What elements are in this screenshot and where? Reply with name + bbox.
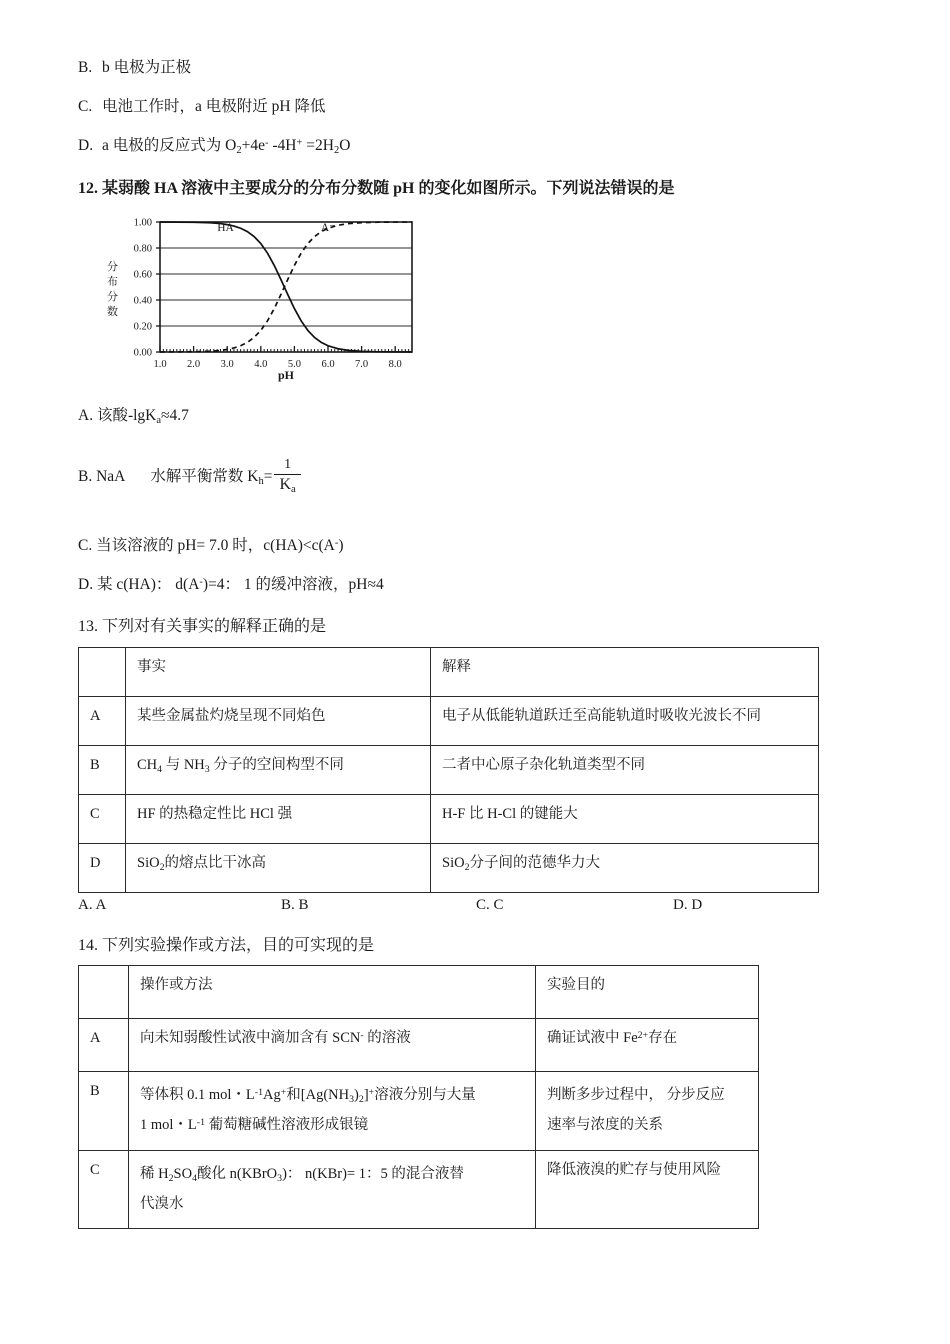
q13-header-explain: 解释	[431, 647, 819, 696]
q13-row-a-id: A	[79, 696, 126, 745]
q13-header-fact: 事实	[126, 647, 431, 696]
svg-text:数: 数	[107, 305, 118, 318]
chart-ylabel: 分	[107, 260, 118, 273]
svg-text:0.00: 0.00	[133, 347, 152, 359]
q12-option-b-text: 水解平衡常数 $K_h=$	[150, 467, 273, 487]
q14-stem: 14. 下列实验操作或方法，目的可实现的是	[78, 936, 375, 954]
table-row	[79, 843, 819, 892]
q12-option-a	[78, 406, 838, 428]
svg-text:4.0: 4.0	[254, 358, 268, 370]
q13-row-c-fact: HF 的热稳定性比 HCl 强	[126, 794, 431, 843]
q11-option-d	[78, 136, 838, 158]
q14-row-a-method: 向未知弱酸性试液中滴加含有 SCN- 的溶液	[129, 1019, 536, 1072]
q12-option-d	[78, 575, 838, 596]
q13-row-b-explain: 二者中心原子杂化轨道类型不同	[431, 745, 819, 794]
q13-row-c-explain: H-F 比 H-Cl 的键能大	[431, 794, 819, 843]
q13-header-id	[79, 647, 126, 696]
q13-row-a-explain: 电子从低能轨道跃迁至高能轨道时吸收光波长不同	[431, 696, 819, 745]
q11-option-d-label: D.	[78, 136, 94, 154]
chart-label-ha: HA	[217, 221, 234, 234]
fraction-numerator: 1	[284, 456, 292, 472]
q12-option-c	[78, 536, 838, 557]
table-row	[79, 745, 819, 794]
q13-answer-b[interactable]: B. B	[281, 896, 309, 913]
table-header-row	[79, 966, 759, 1019]
distribution-fraction-chart	[96, 214, 436, 384]
fraction-denominator: $K_a$	[279, 476, 296, 496]
svg-text:7.0: 7.0	[355, 358, 369, 370]
svg-text:0.20: 0.20	[133, 321, 152, 333]
q14-table	[78, 965, 759, 1229]
q11-option-b	[78, 58, 838, 79]
kh-fraction	[274, 458, 300, 497]
svg-text:布: 布	[107, 275, 118, 288]
q11-option-b-text: b 电极为正极	[102, 59, 192, 76]
q11-option-b-label: B.	[78, 59, 93, 76]
q13-row-a-fact: 某些金属盐灼烧呈现不同焰色	[126, 696, 431, 745]
q14-row-c-purpose: 降低液溴的贮存与使用风险	[536, 1150, 759, 1228]
chart-xlabel: pH	[277, 367, 295, 382]
q14-row-a-purpose: 确证试液中 $Fe^{2+}$存在	[536, 1019, 759, 1072]
table-row	[79, 794, 819, 843]
q13-stem: 13. 下列对有关事实的解释正确的是	[78, 618, 327, 636]
chart-svg	[96, 214, 436, 384]
q12-option-a-text: A. 该酸-lgK$_a$≈4.7	[78, 406, 189, 426]
chart-series-ha	[160, 222, 412, 352]
svg-text:0.40: 0.40	[133, 295, 152, 307]
chart-label-a-minus: A⁻	[320, 221, 336, 234]
q13-row-d-fact: SiO$_2$的熔点比干冰高	[126, 843, 431, 892]
q12-option-d-text: D. 某 c(HA)： d(A-)=4： 1 的缓冲溶液，pH≈4	[78, 576, 384, 594]
table-row	[79, 1019, 759, 1072]
q12-option-b	[78, 458, 838, 497]
q13-answer-choices	[78, 897, 838, 927]
svg-text:6.0: 6.0	[321, 358, 335, 370]
q14-row-b-id: B	[79, 1072, 129, 1150]
q14-header-method: 操作或方法	[129, 966, 536, 1019]
fraction-bar	[274, 473, 300, 475]
q13-row-d-id: D	[79, 843, 126, 892]
table-header-row	[79, 647, 819, 696]
q14-row-a-id: A	[79, 1019, 129, 1072]
svg-text:分: 分	[107, 290, 118, 303]
table-row	[79, 1150, 759, 1228]
q14-row-b-method: 等体积 0.1 mol・$L^{-1}Ag^+$和$[Ag(NH_3)_2]^+$溶液分别与大量 1 mol・$L^{-1}$ 葡萄糖碱性溶液形成银镜	[129, 1072, 536, 1150]
svg-text:3.0: 3.0	[220, 358, 234, 370]
q11-option-d-text: a 电极的反应式为 $O_2+4e^-$ $-4H^+ =2H_2O$	[102, 136, 351, 156]
chart-plot-frame	[160, 222, 412, 352]
svg-text:1.0: 1.0	[153, 358, 167, 370]
q13-row-b-fact: $CH_4$ 与 $NH_3$ 分子的空间构型不同	[126, 745, 431, 794]
q13-row-b-id: B	[79, 745, 126, 794]
q12-option-c-text: C. 当该溶液的 pH= 7.0 时，c(HA)<c(A-)	[78, 537, 344, 555]
q13-row-d-explain: SiO$_2$分子间的范德华力大	[431, 843, 819, 892]
q13-row-c-id: C	[79, 794, 126, 843]
q14-header-id	[79, 966, 129, 1019]
table-row	[79, 1072, 759, 1150]
q13-answer-d[interactable]: D. D	[673, 896, 703, 913]
q13-answer-a[interactable]: A. A	[78, 896, 107, 913]
table-row	[79, 696, 819, 745]
q14-row-c-id: C	[79, 1150, 129, 1228]
q14-header-purpose: 实验目的	[536, 966, 759, 1019]
svg-text:0.80: 0.80	[133, 243, 152, 255]
q11-option-c-label: C.	[78, 97, 93, 115]
svg-text:2.0: 2.0	[187, 358, 201, 370]
q13-answer-c[interactable]: C. C	[476, 896, 504, 913]
q13-table	[78, 647, 819, 893]
svg-text:0.60: 0.60	[133, 269, 152, 281]
page-content	[78, 58, 838, 1229]
chart-series-a-minus	[160, 222, 412, 352]
svg-text:1.00: 1.00	[133, 217, 152, 229]
q12-stem: 12. 某弱酸 HA 溶液中主要成分的分布分数随 pH 的变化如图所示。下列说法错误的是	[78, 180, 675, 198]
q11-option-c	[78, 97, 838, 118]
svg-text:5.0: 5.0	[287, 358, 301, 370]
q14-row-b-purpose	[536, 1072, 759, 1150]
q11-option-c-text: 电池工作时，a 电极附近 pH 降低	[102, 97, 326, 115]
q14-row-b-purpose-line1: 判断多步过程中， 分步反应	[547, 1087, 725, 1104]
q12-option-b-prefix: B. NaA	[78, 467, 125, 485]
q14-row-c-method: 稀 $H_2SO_4$酸化 n(KBrO$_3$)： n(KBr)= 1：5 的混合液替 代溴水	[129, 1150, 536, 1228]
q14-row-b-purpose-line2: 速率与浓度的关系	[547, 1117, 663, 1134]
svg-text:8.0: 8.0	[388, 358, 402, 370]
